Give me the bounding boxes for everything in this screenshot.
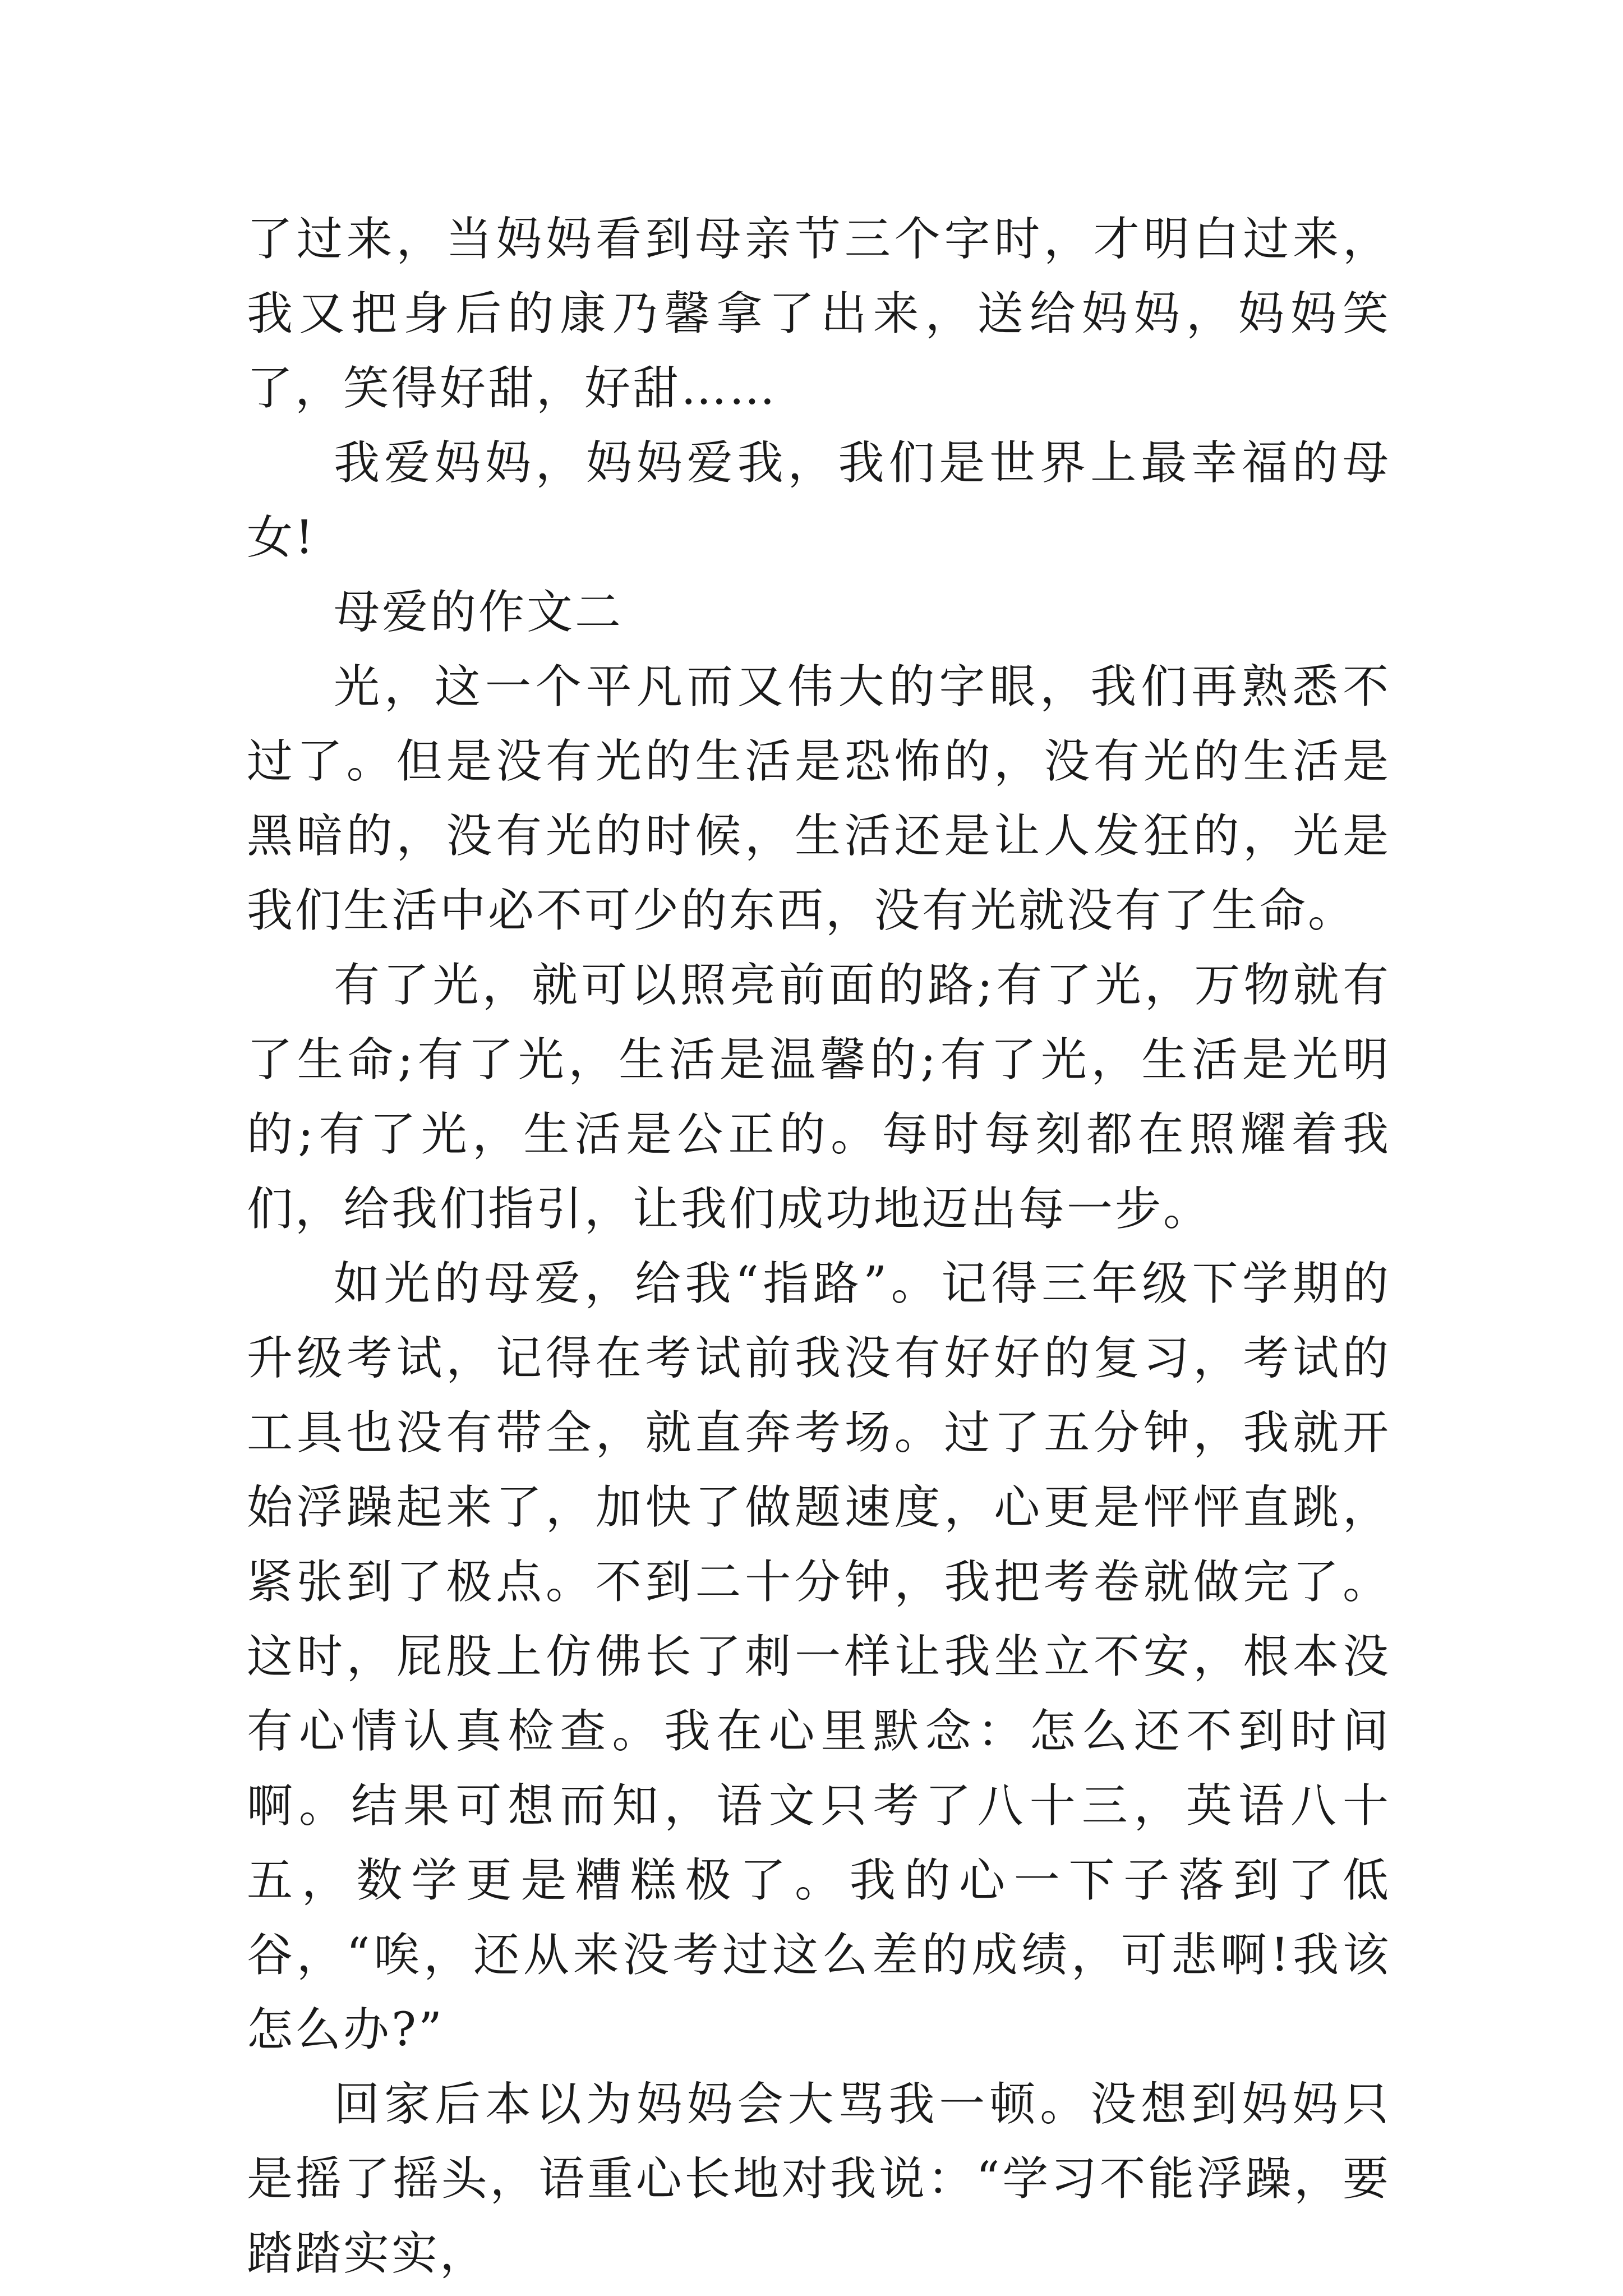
paragraph-light-benefits: 有了光，就可以照亮前面的路;有了光，万物就有了生命;有了光，生活是温馨的;有了光，生活是光明的;有了光，生活是公正的。每时每刻都在照耀着我们，给我们指引，让我们成功地迈出每一步。 — [247, 959, 1391, 1236]
essay-title: 母爱的作文二 — [334, 586, 624, 639]
paragraph-exam-story: 如光的母爱，给我“指路”。记得三年级下学期的升级考试，记得在考试前我没有好好的复习，考试的工具也没有带全，就直奔考场。过了五分钟，我就开始浮躁起来了，加快了做题速度，心更是怦怦直跳，紧张到了极点。不到二十分钟，我把考卷就做完了。这时，屁股上仿佛长了刺一样让我坐立不安，根本没有心情认真检查。我在心里默念：怎么还不到时间啊。结果可想而知，语文只考了八十三，英语八十五，数学更是糟糕极了。我的心一下子落到了低谷，“唉，还从来没考过这么差的成绩，可悲啊!我该怎么办?” — [247, 1257, 1391, 2056]
essay-body — [247, 202, 1391, 2291]
paragraph-mother-advice: 回家后本以为妈妈会大骂我一顿。没想到妈妈只是摇了摇头，语重心长地对我说：“学习不能浮躁，要踏踏实实， — [247, 2078, 1391, 2280]
paragraph-light-intro: 光，这一个平凡而又伟大的字眼，我们再熟悉不过了。但是没有光的生活是恐怖的，没有光的生活是黑暗的，没有光的时候，生活还是让人发狂的，光是我们生活中必不可少的东西，没有光就没有了生命。 — [247, 660, 1391, 937]
paragraph-continuation: 了过来，当妈妈看到母亲节三个字时，才明白过来，我又把身后的康乃馨拿了出来，送给妈妈，妈妈笑了，笑得好甜，好甜…… — [247, 213, 1391, 415]
paragraph-love-mom: 我爱妈妈，妈妈爱我，我们是世界上最幸福的母女! — [247, 436, 1391, 564]
